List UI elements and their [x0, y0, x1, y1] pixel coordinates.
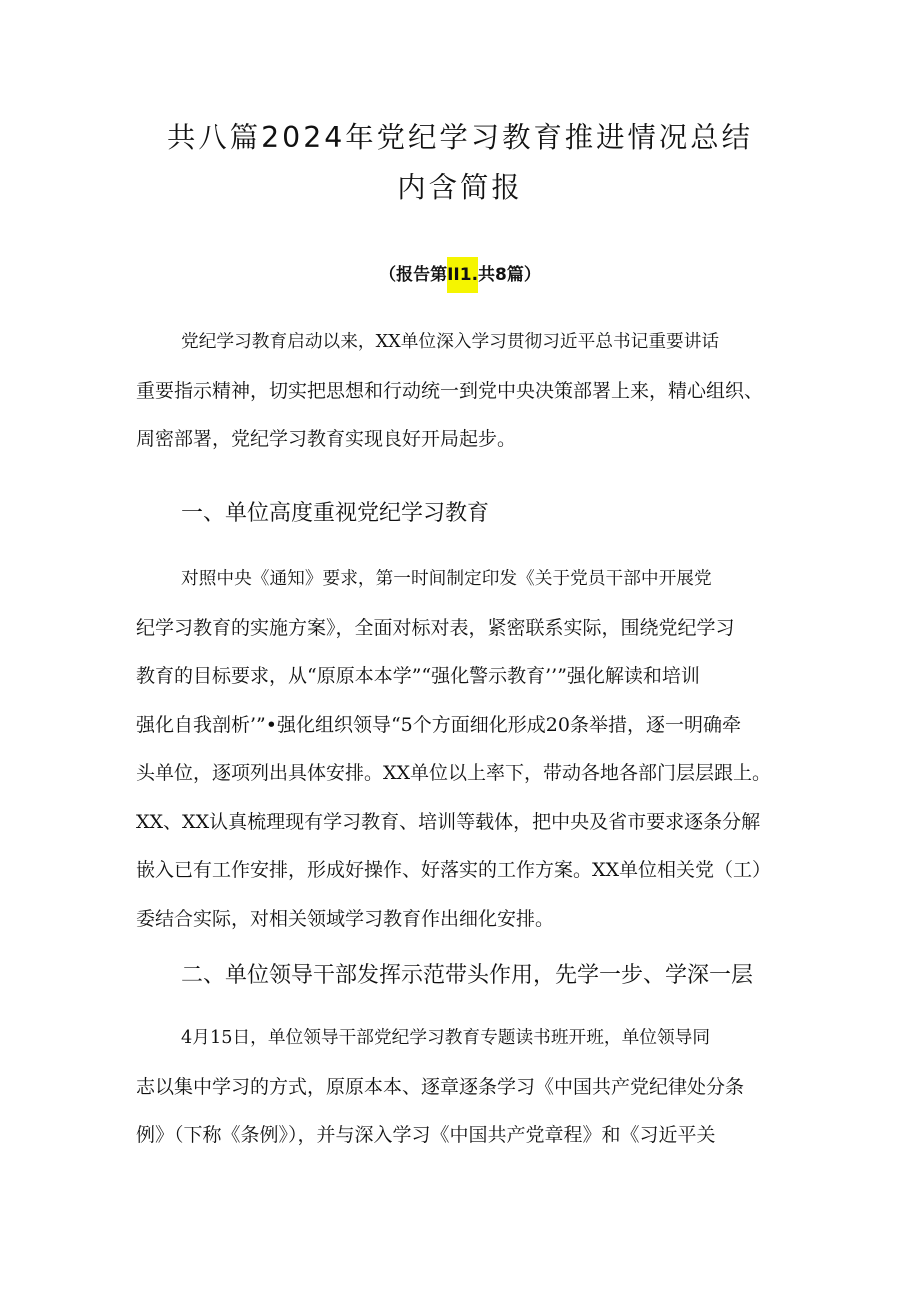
paragraph-section-2 [136, 1014, 796, 1160]
paragraph-line: 嵌入已有工作安排，形成好操作、好落实的工作方案。XX单位相关党（工） [136, 859, 772, 881]
paragraph-intro [136, 318, 796, 464]
paragraph-line: 周密部署，党纪学习教育实现良好开局起步。 [136, 428, 517, 450]
paragraph-line: 教育的目标要求，从“原原本本学”“强化警示教育’’”强化解读和培训 [136, 665, 700, 687]
paragraph-line: 重要指示精神，切实把思想和行动统一到党中央决策部署上来，精心组织、 [136, 379, 764, 402]
document-title-line-1: 共八篇2024年党纪学习教育推进情况总结 [167, 121, 753, 154]
section-heading-1: 一、单位高度重视党纪学习教育 [181, 501, 490, 526]
paragraph-line: 强化自我剖析’”•强化组织领导“5个方面细化形成20条举措，逐一明确牵 [136, 713, 741, 736]
paragraph-line: 志以集中学习的方式，原原本本、逐章逐条学习《中国共产党纪律处分条 [136, 1075, 745, 1098]
subtitle-highlight: II1. [447, 257, 478, 293]
paragraph-line: XX、XX认真梳理现有学习教育、培训等载体，把中央及省市要求逐条分解 [136, 810, 761, 833]
paragraph-section-1 [136, 555, 796, 943]
paragraph-line: 例》（下称《条例》），并与深入学习《中国共产党章程》和《习近平关 [136, 1124, 716, 1146]
paragraph-line: 党纪学习教育启动以来，XX单位深入学习贯彻习近平总书记重要讲话 [181, 332, 720, 352]
subtitle-prefix: （报告第 [379, 265, 448, 285]
paragraph-line: 4月15日，单位领导干部党纪学习教育专题读书班开班，单位领导同 [181, 1028, 711, 1048]
subtitle-suffix: 共8篇） [478, 265, 541, 285]
paragraph-line: 纪学习教育的实施方案》，全面对标对表，紧密联系实际，围绕党纪学习 [136, 616, 735, 639]
report-subtitle [0, 260, 920, 285]
paragraph-line: 委结合实际，对相关领域学习教育作出细化安排。 [136, 907, 555, 930]
paragraph-line: 头单位，逐项列出具体安排。XX单位以上率下，带动各地各部门层层跟上。 [136, 762, 772, 784]
paragraph-line: 对照中央《通知》要求，第一时间制定印发《关于党员干部中开展党 [181, 569, 712, 589]
section-heading-2: 二、单位领导干部发挥示范带头作用，先学一步、学深一层 [181, 963, 754, 988]
document-title-line-2: 内含简报 [397, 171, 523, 204]
